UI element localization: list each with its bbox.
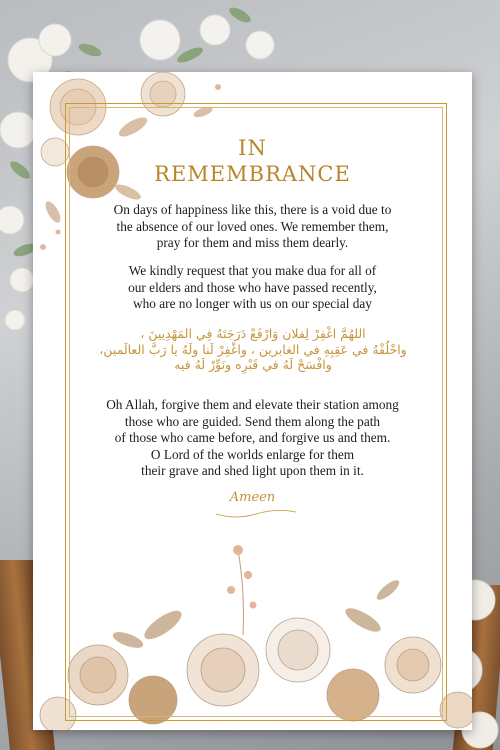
text-line: their grave and shed light upon them in it.	[141, 463, 364, 478]
text-line: pray for them and miss them dearly.	[156, 235, 349, 250]
text-line: those who are guided. Send them along the path	[124, 413, 381, 429]
arabic-dua	[83, 326, 423, 373]
text-line: who are no longer with us on our special day	[133, 296, 372, 311]
text-line: We kindly request that you make dua for all of	[128, 263, 377, 278]
paragraph-remembrance	[93, 202, 412, 252]
text-line: O Lord of the worlds enlarge for them	[150, 446, 355, 462]
paragraph-translation	[93, 397, 412, 480]
text-line: On days of happiness like this, there is a void due to	[113, 202, 392, 217]
arabic-line: واخْلُفْهُ في عَقِبِهِ في الغابرين ، واغْفِرْ لَنا ولَهُ يا رَبَّ العالَمين،	[99, 341, 407, 357]
paragraph-request	[93, 263, 412, 313]
text-line: Oh Allah, forgive them and elevate their station among	[106, 397, 399, 412]
arabic-line: اللهُمَّ اغْفِرْ لِفلان وَارْفَعْ دَرَجَتَهُ فِي المَهْدِيينَ ،	[140, 326, 366, 341]
closing-ameen: Ameen	[229, 490, 276, 505]
text-line: our elders and those who have passed recently,	[128, 279, 377, 295]
arabic-line: وافْسَحْ لَهُ في قَبْرِه ونَوِّرْ لَهُ فيه	[174, 357, 332, 372]
text-line: of those who came before, and forgive us and them.	[114, 430, 391, 445]
text-line: the absence of our loved ones. We remember them,	[116, 218, 389, 234]
remembrance-card	[33, 72, 472, 730]
title-line-1: IN	[238, 136, 267, 160]
title-line-2: REMEMBRANCE	[154, 162, 351, 186]
